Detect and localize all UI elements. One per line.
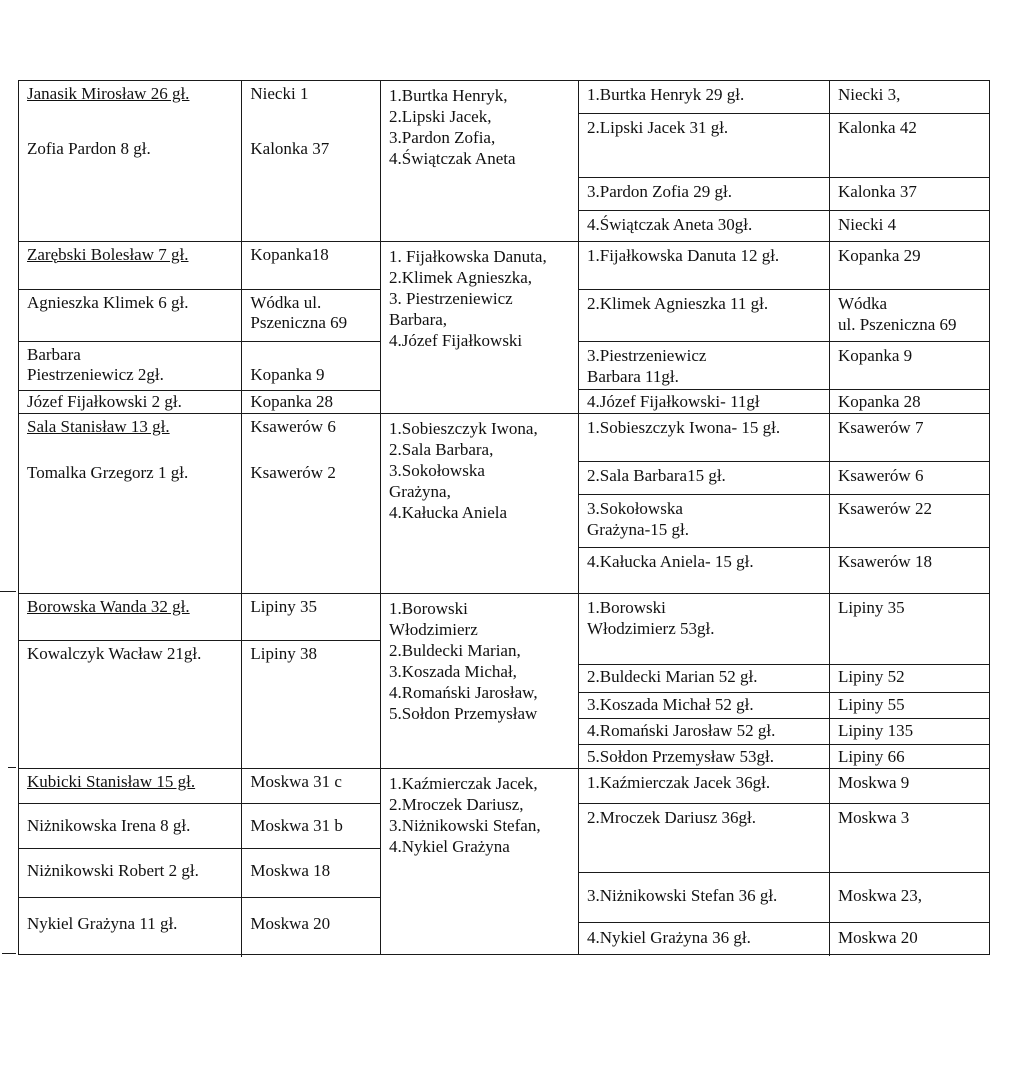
candidates-cell bbox=[380, 593, 579, 769]
scan-tick bbox=[0, 591, 16, 592]
vote-name: 1.Burtka Henryk 29 gł. bbox=[587, 85, 745, 104]
candidates-cell bbox=[380, 241, 579, 414]
proposer-address: Ksawerów 6 bbox=[241, 414, 380, 460]
vote-address: Moskwa 20 bbox=[829, 923, 989, 956]
candidates-list: 1.Borowski Włodzimierz 2.Buldecki Marian, 3.Koszada Michał, 4.Romański Jarosław, 5.Sołdon Przemysław bbox=[389, 599, 538, 723]
votes-cell bbox=[578, 413, 990, 594]
vote-address: Ksawerów 6 bbox=[829, 462, 989, 494]
proposer-address: Kalonka 37 bbox=[241, 136, 380, 241]
vote-address: Ksawerów 22 bbox=[829, 495, 989, 547]
vote-name: 2.Lipski Jacek 31 gł. bbox=[587, 118, 729, 137]
table-group-4 bbox=[18, 593, 990, 769]
vote-name: 1.Borowski Włodzimierz 53gł. bbox=[587, 598, 715, 638]
candidates-list: 1. Fijałkowska Danuta, 2.Klimek Agnieszka, 3. Piestrzeniewicz Barbara, 4.Józef Fijałkowski bbox=[389, 247, 547, 350]
vote-name: 3.Piestrzeniewicz Barbara 11gł. bbox=[587, 346, 707, 386]
proposer-name: Agnieszka Klimek 6 gł. bbox=[27, 293, 189, 312]
proposers-cell bbox=[18, 80, 381, 242]
proposer-address: Wódka ul. Pszeniczna 69 bbox=[241, 290, 380, 341]
candidates-cell bbox=[380, 413, 579, 594]
vote-name: 4.Nykiel Grażyna 36 gł. bbox=[587, 928, 751, 947]
proposer-address: Lipiny 35 bbox=[241, 594, 380, 640]
proposer-address: Moskwa 18 bbox=[241, 849, 380, 897]
candidates-cell bbox=[380, 80, 579, 242]
table-group-5 bbox=[18, 768, 990, 955]
vote-address: Moskwa 3 bbox=[829, 804, 989, 872]
proposer-name: Józef Fijałkowski 2 gł. bbox=[27, 392, 182, 411]
votes-cell bbox=[578, 768, 990, 955]
proposer-name: Janasik Mirosław 26 gł. bbox=[27, 84, 190, 103]
proposer-address: Kopanka18 bbox=[241, 242, 380, 289]
vote-address: Ksawerów 18 bbox=[829, 548, 989, 595]
proposer-name: Kowalczyk Wacław 21gł. bbox=[27, 644, 202, 663]
proposer-name: Tomalka Grzegorz 1 gł. bbox=[27, 463, 189, 482]
votes-cell bbox=[578, 593, 990, 769]
proposer-name: Sala Stanisław 13 gł. bbox=[27, 417, 170, 436]
proposer-name: Niżnikowski Robert 2 gł. bbox=[27, 861, 199, 880]
vote-address: Kopanka 29 bbox=[829, 242, 989, 289]
proposer-name: Niżnikowska Irena 8 gł. bbox=[27, 816, 191, 835]
votes-cell bbox=[578, 80, 990, 242]
table-group-2 bbox=[18, 241, 990, 414]
proposer-address: Moskwa 31 c bbox=[241, 769, 380, 803]
scan-tick bbox=[8, 767, 16, 768]
vote-name: 3.Pardon Zofia 29 gł. bbox=[587, 182, 732, 201]
vote-name: 4.Romański Jarosław 52 gł. bbox=[587, 721, 776, 740]
vote-name: 3.Niżnikowski Stefan 36 gł. bbox=[587, 886, 778, 905]
vote-address: Kalonka 37 bbox=[829, 178, 989, 210]
table-group-1 bbox=[18, 80, 990, 242]
vote-name: 2.Mroczek Dariusz 36gł. bbox=[587, 808, 757, 827]
proposers-cell bbox=[18, 768, 381, 955]
proposer-name: Barbara Piestrzeniewicz 2gł. bbox=[27, 345, 164, 384]
proposer-address: Moskwa 31 b bbox=[241, 804, 380, 848]
candidates-list: 1.Burtka Henryk, 2.Lipski Jacek, 3.Pardon Zofia, 4.Świątczak Aneta bbox=[389, 86, 516, 168]
vote-address: Lipiny 66 bbox=[829, 745, 989, 770]
vote-address: Lipiny 35 bbox=[829, 594, 989, 664]
proposers-cell bbox=[18, 413, 381, 594]
proposer-address: Niecki 1 bbox=[241, 81, 380, 136]
vote-address: Kopanka 28 bbox=[829, 390, 989, 414]
vote-name: 4.Świątczak Aneta 30gł. bbox=[587, 215, 753, 234]
proposers-cell bbox=[18, 241, 381, 414]
proposer-address: Moskwa 20 bbox=[241, 898, 380, 957]
vote-address: Niecki 3, bbox=[829, 81, 989, 113]
vote-name: 1.Kaźmierczak Jacek 36gł. bbox=[587, 773, 771, 792]
proposer-address: Kopanka 9 bbox=[241, 342, 380, 390]
vote-address: Kalonka 42 bbox=[829, 114, 989, 177]
vote-name: 1.Sobieszczyk Iwona- 15 gł. bbox=[587, 418, 781, 437]
proposer-address: Kopanka 28 bbox=[241, 391, 380, 415]
proposer-name: Zofia Pardon 8 gł. bbox=[27, 139, 151, 158]
proposers-cell bbox=[18, 593, 381, 769]
candidates-list: 1.Kaźmierczak Jacek, 2.Mroczek Dariusz, 3.Niżnikowski Stefan, 4.Nykiel Grażyna bbox=[389, 774, 541, 856]
vote-name: 3.Sokołowska Grażyna-15 gł. bbox=[587, 499, 689, 539]
vote-name: 5.Sołdon Przemysław 53gł. bbox=[587, 747, 774, 766]
vote-address: Niecki 4 bbox=[829, 211, 989, 243]
vote-address: Kopanka 9 bbox=[829, 342, 989, 389]
vote-name: 4.Kałucka Aniela- 15 gł. bbox=[587, 552, 754, 571]
vote-address: Moskwa 23, bbox=[829, 873, 989, 922]
vote-name: 4.Józef Fijałkowski- 11gł bbox=[587, 392, 760, 411]
vote-name: 3.Koszada Michał 52 gł. bbox=[587, 695, 754, 714]
vote-address: Wódka ul. Pszeniczna 69 bbox=[829, 290, 989, 341]
vote-name: 1.Fijałkowska Danuta 12 gł. bbox=[587, 246, 780, 265]
proposer-name: Nykiel Grażyna 11 gł. bbox=[27, 914, 178, 933]
vote-address: Lipiny 135 bbox=[829, 719, 989, 744]
votes-cell bbox=[578, 241, 990, 414]
election-table bbox=[18, 80, 990, 955]
vote-name: 2.Klimek Agnieszka 11 gł. bbox=[587, 294, 769, 313]
proposer-name: Borowska Wanda 32 gł. bbox=[27, 597, 190, 616]
candidates-cell bbox=[380, 768, 579, 955]
vote-address: Lipiny 52 bbox=[829, 665, 989, 692]
table-group-3 bbox=[18, 413, 990, 594]
scan-tick bbox=[2, 953, 16, 954]
proposer-name: Kubicki Stanisław 15 gł. bbox=[27, 772, 196, 791]
vote-address: Ksawerów 7 bbox=[829, 414, 989, 461]
vote-address: Moskwa 9 bbox=[829, 769, 989, 803]
vote-address: Lipiny 55 bbox=[829, 693, 989, 718]
proposer-address: Ksawerów 2 bbox=[241, 460, 380, 593]
vote-name: 2.Sala Barbara15 gł. bbox=[587, 466, 726, 485]
vote-name: 2.Buldecki Marian 52 gł. bbox=[587, 667, 758, 686]
proposer-name: Zarębski Bolesław 7 gł. bbox=[27, 245, 189, 264]
proposer-address: Lipiny 38 bbox=[241, 641, 380, 769]
candidates-list: 1.Sobieszczyk Iwona, 2.Sala Barbara, 3.Sokołowska Grażyna, 4.Kałucka Aniela bbox=[389, 419, 538, 522]
